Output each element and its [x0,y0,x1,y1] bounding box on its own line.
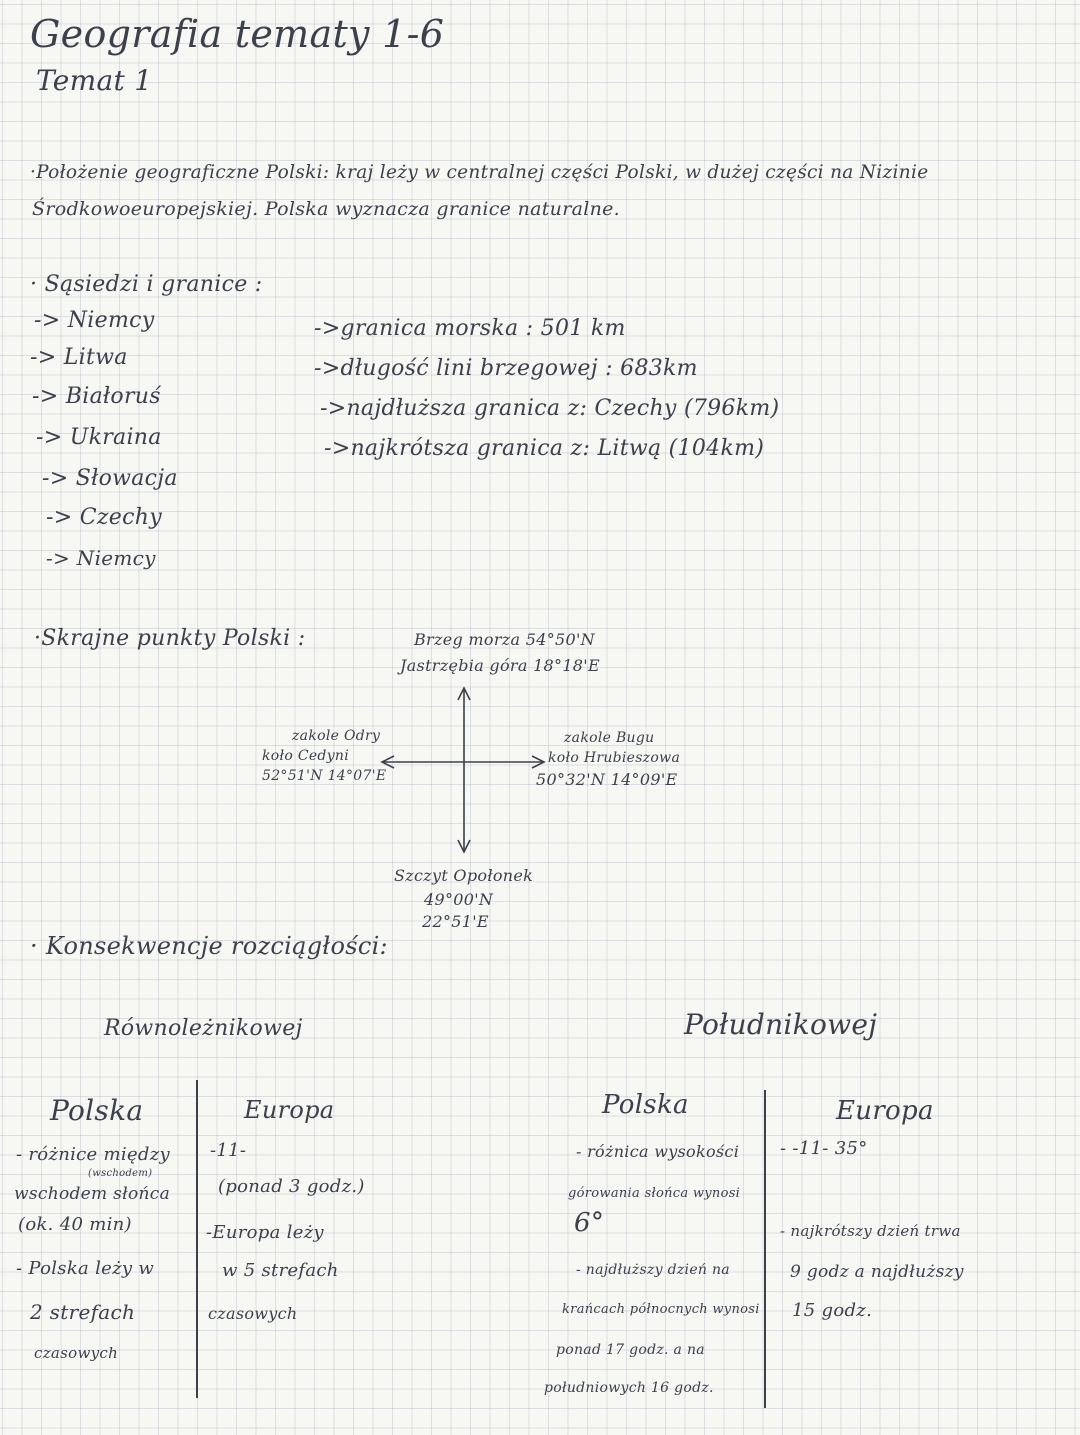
left-polska-line: czasowych [34,1344,119,1362]
right-polska-title: Polska [602,1090,689,1120]
right-europa-title: Europa [836,1096,934,1126]
column-divider [764,1090,766,1408]
right-polska-line: 6° [574,1208,605,1238]
parallel-heading: Równoleżnikowej [104,1016,303,1041]
west-point-line-1: zakole Odry [292,728,381,744]
left-polska-title: Polska [50,1094,144,1127]
neighbour-item: -> Ukraina [36,425,162,450]
south-point-line-2: 49°00'N [424,890,494,909]
east-point-line-3: 50°32'N 14°09'E [536,770,678,789]
right-europa-line: 9 godz a najdłuższy [790,1262,964,1282]
border-fact: ->najdłuższa granica z: Czechy (796km) [320,396,780,421]
extreme-points-heading: ·Skrajne punkty Polski : [34,626,306,651]
west-point-line-2: koło Cedyni [262,748,349,764]
left-polska-line: - Polska leży w [16,1258,155,1279]
border-fact: ->granica morska : 501 km [314,316,626,341]
right-polska-line: - najdłuższy dzień na [576,1262,730,1278]
right-polska-line: południowych 16 godz. [544,1380,714,1396]
consequences-heading: · Konsekwencje rozciągłości: [30,932,388,960]
neighbour-item: -> Czechy [46,505,162,530]
meridian-heading: Południkowej [684,1008,878,1041]
neighbour-item: -> Słowacja [42,466,178,491]
left-europa-line: w 5 strefach [222,1260,339,1281]
north-point-line-2: Jastrzębia góra 18°18'E [400,656,600,675]
neighbour-item: -> Niemcy [34,308,155,333]
south-point-line-3: 22°51'E [422,912,489,931]
left-europa-line: -Europa leży [206,1222,324,1243]
neighbour-item: -> Białoruś [32,384,161,409]
left-polska-line: wschodem słońca [14,1184,171,1204]
right-polska-line: - różnica wysokości [576,1142,740,1161]
neighbour-item: -> Litwa [30,345,128,370]
left-polska-line: (wschodem) [88,1168,153,1179]
border-fact: ->długość lini brzegowej : 683km [314,356,698,381]
neighbours-heading: · Sąsiedzi i granice : [30,272,263,297]
border-fact: ->najkrótsza granica z: Litwą (104km) [324,436,765,461]
left-polska-line: (ok. 40 min) [18,1214,132,1235]
east-point-line-1: zakole Bugu [564,730,655,746]
column-divider [196,1080,198,1398]
page-title: Geografia tematy 1-6 [30,12,445,56]
south-point-line-1: Szczyt Opołonek [394,866,534,885]
left-polska-line: 2 strefach [30,1300,136,1324]
left-europa-line: -11- [210,1140,247,1161]
location-text-line-2: Środkowoeuropejskiej. Polska wyznacza granice naturalne. [32,198,621,220]
left-polska-line: - różnice między [16,1144,170,1165]
right-polska-line: ponad 17 godz. a na [556,1342,705,1358]
topic-label: Temat 1 [36,64,153,97]
north-point-line-1: Brzeg morza 54°50'N [414,630,595,649]
right-europa-line: 15 godz. [792,1300,873,1321]
left-europa-line: (ponad 3 godz.) [218,1176,365,1197]
right-polska-line: górowania słońca wynosi [568,1186,741,1201]
right-europa-line: - najkrótszy dzień trwa [780,1222,961,1240]
west-point-line-3: 52°51'N 14°07'E [262,768,387,784]
neighbour-item: -> Niemcy [46,546,156,570]
east-point-line-2: koło Hrubieszowa [548,750,681,766]
right-europa-line: - -11- 35° [780,1138,868,1159]
left-europa-title: Europa [244,1096,335,1124]
right-polska-line: krańcach północnych wynosi [562,1302,760,1317]
left-europa-line: czasowych [208,1304,298,1323]
location-text-line-1: ·Położenie geograficzne Polski: kraj leży w centralnej części Polski, w dużej części na Nizinie [30,162,929,183]
